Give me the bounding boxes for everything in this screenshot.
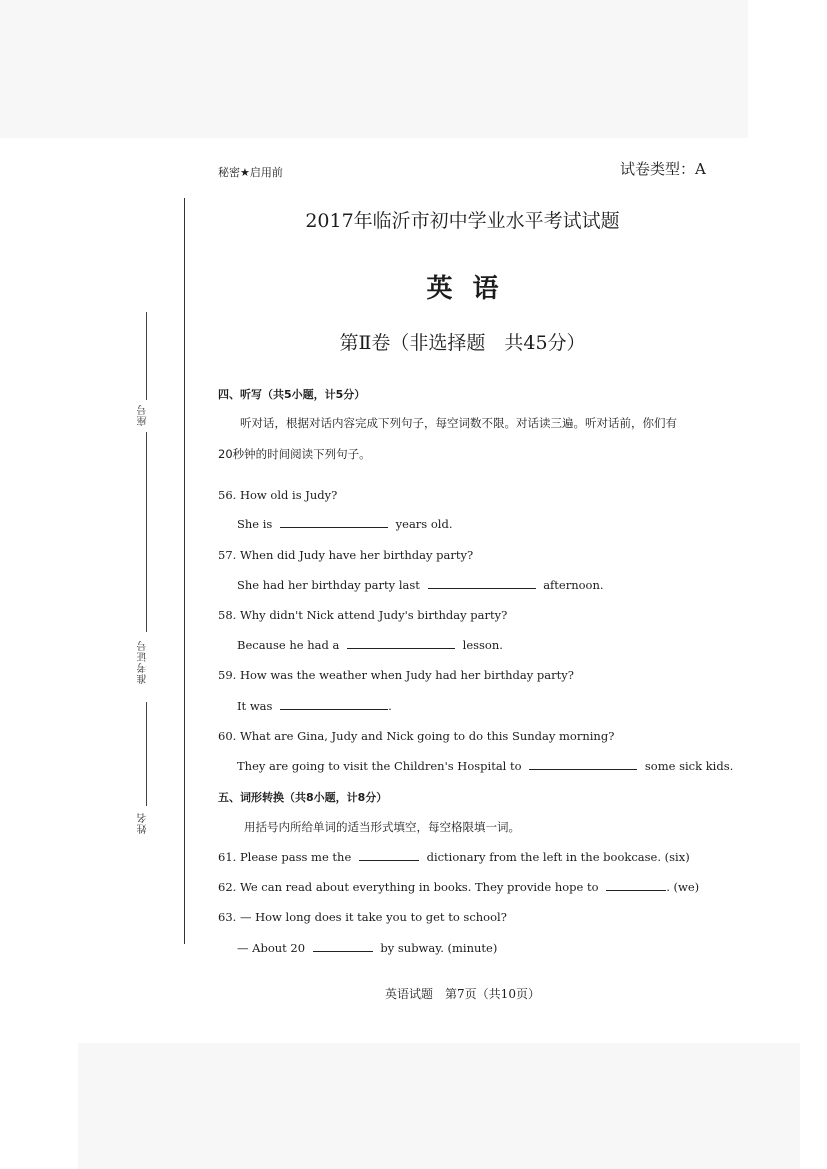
question-56: 56. How old is Judy? <box>218 488 338 502</box>
answer-57-post: afternoon. <box>543 578 604 592</box>
section5-instruction: 用括号内所给单词的适当形式填空，每空格限填一词。 <box>244 820 520 834</box>
q62-pre: 62. We can read about everything in books. They provide hope to <box>218 880 599 894</box>
answer-60-pre: They are going to visit the Children's Hospital to <box>237 759 522 773</box>
confidential-mark: 秘密★启用前 <box>218 166 283 179</box>
answer-58-post: lesson. <box>462 638 503 652</box>
exam-id-rule-top <box>146 432 147 632</box>
scan-margin-bottom <box>78 1043 800 1169</box>
question-61 <box>218 850 690 864</box>
answer-60-post: some sick kids. <box>644 759 734 773</box>
name-label: 姓名 <box>138 812 149 834</box>
q61-pre: 61. Please pass me the <box>218 850 352 864</box>
answer-59-pre: It was <box>237 699 273 713</box>
section4-instruction-line1: 听对话，根据对话内容完成下列句子，每空词数不限。对话读三遍。听对话前，你们有 <box>240 416 677 430</box>
exam-title: 2017年临沂市初中学业水平考试试题 <box>305 210 620 232</box>
answer-blank-57[interactable] <box>428 578 536 589</box>
seat-no-label: 座号 <box>138 404 149 426</box>
subject-title: 英语 <box>426 274 519 304</box>
answer-56-pre: She is <box>237 517 273 531</box>
answer-blank-63[interactable] <box>313 941 373 952</box>
q62-post: . (we) <box>666 880 700 894</box>
answer-blank-56[interactable] <box>280 517 388 528</box>
answer-blank-61[interactable] <box>359 850 419 861</box>
answer-58-pre: Because he had a <box>237 638 340 652</box>
answer-blank-59[interactable] <box>280 699 388 710</box>
question-57: 57. When did Judy have her birthday party? <box>218 548 474 562</box>
question-59: 59. How was the weather when Judy had her birthday party? <box>218 668 574 682</box>
section5-heading: 五、词形转换（共8小题，计8分） <box>218 791 388 804</box>
answer-line-57 <box>237 578 604 592</box>
exam-id-label: 准考证号 <box>138 640 149 684</box>
q61-post: dictionary from the left in the bookcase. (six) <box>426 850 690 864</box>
answer-line-63 <box>237 941 497 955</box>
seat-no-rule <box>146 312 147 400</box>
answer-blank-60[interactable] <box>529 759 637 770</box>
question-60: 60. What are Gina, Judy and Nick going to do this Sunday morning? <box>218 729 615 743</box>
section4-heading: 四、听写（共5小题，计5分） <box>218 388 366 401</box>
page-footer: 英语试题 第7页（共10页） <box>385 987 540 1001</box>
answer-line-60 <box>237 759 733 773</box>
answer-blank-62[interactable] <box>606 880 666 891</box>
answer-line-59 <box>237 699 392 713</box>
answer-line-58 <box>237 638 503 652</box>
answer-blank-58[interactable] <box>347 638 455 649</box>
answer-56-post: years old. <box>395 517 453 531</box>
question-63: 63. — How long does it take you to get to school? <box>218 910 507 924</box>
volume-title: 第Ⅱ卷（非选择题 共45分） <box>339 332 586 354</box>
paper-type: 试卷类型：A <box>620 160 706 178</box>
question-62 <box>218 880 699 894</box>
answer-line-56 <box>237 517 452 531</box>
scan-margin-top <box>0 0 748 138</box>
name-rule <box>146 702 147 806</box>
binding-line <box>184 198 185 944</box>
q63-ans-post: by subway. (minute) <box>380 941 498 955</box>
answer-57-pre: She had her birthday party last <box>237 578 420 592</box>
question-58: 58. Why didn't Nick attend Judy's birthday party? <box>218 608 508 622</box>
section4-instruction-line2: 20秒钟的时间阅读下列句子。 <box>218 447 371 461</box>
answer-59-post: . <box>388 699 392 713</box>
q63-ans-pre: — About 20 <box>237 941 306 955</box>
